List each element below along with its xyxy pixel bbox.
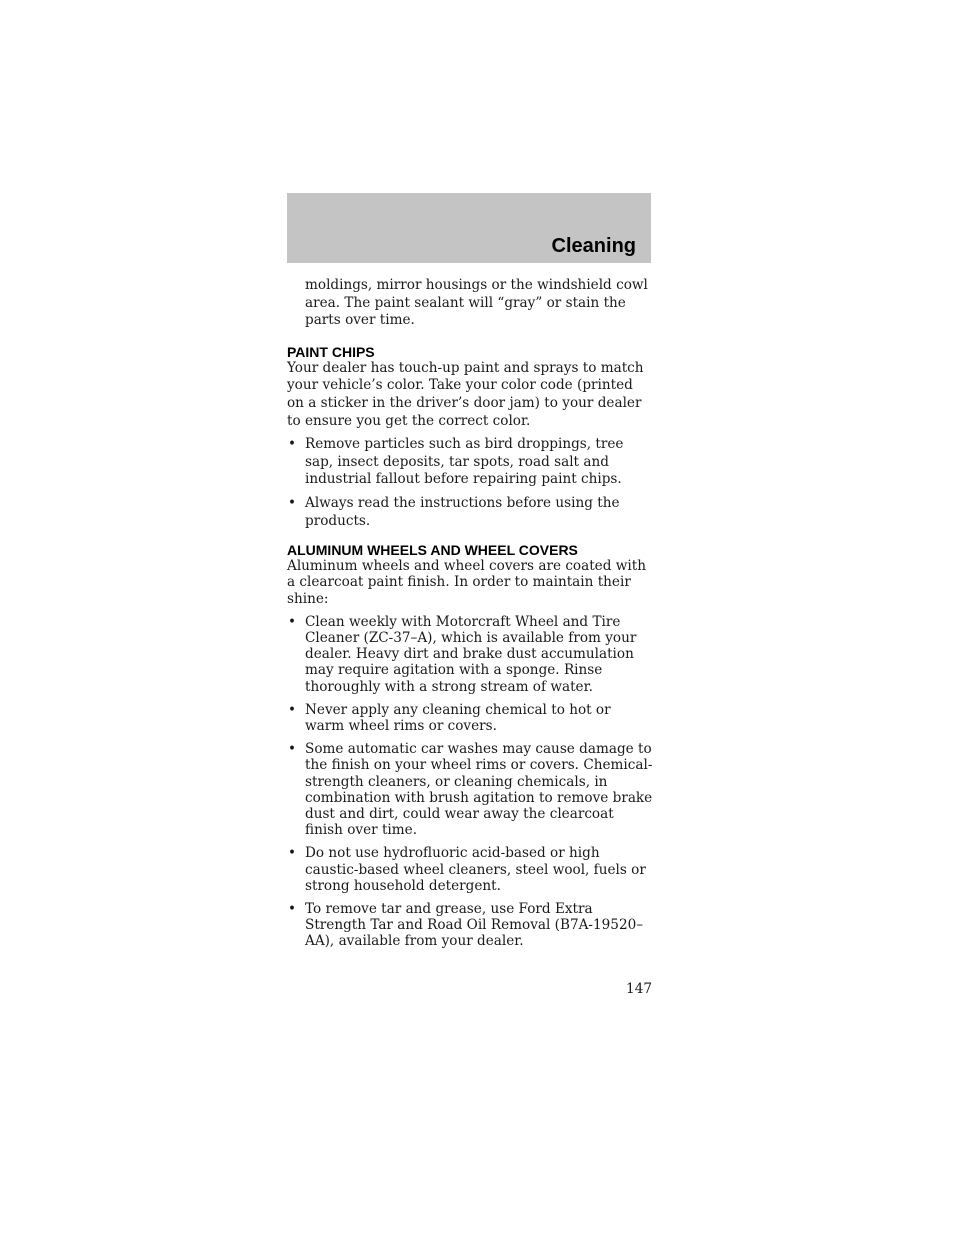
section-header-bar xyxy=(287,193,651,263)
list-item xyxy=(287,741,653,838)
bullet-icon: • xyxy=(288,701,297,718)
paint-chips-paragraph: Your dealer has touch-up paint and sprays to match your vehicle’s color. Take your color code (printed on a sticker in the driver’s door jam) to your dealer to ensure you get the correct color. xyxy=(287,359,644,429)
list-item xyxy=(287,614,653,695)
list-item xyxy=(287,495,653,530)
aluminum-wheels-list xyxy=(287,614,653,950)
bullet-icon: • xyxy=(288,900,297,917)
intro-paragraph: moldings, mirror housings or the windshield cowl area. The paint sealant will “gray” or stain the parts over time. xyxy=(305,277,648,329)
list-item-text: Do not use hydrofluoric acid-based or high caustic-based wheel cleaners, steel wool, fuels or strong household detergent. xyxy=(305,845,646,894)
paint-chips-list xyxy=(287,436,653,530)
list-item xyxy=(287,436,653,489)
bullet-icon: • xyxy=(288,436,297,453)
aluminum-wheels-paragraph: Aluminum wheels and wheel covers are coated with a clearcoat paint finish. In order to maintain their shine: xyxy=(287,558,646,607)
page-content xyxy=(287,277,653,950)
section-title: Cleaning xyxy=(551,235,636,257)
paint-chips-heading: PAINT CHIPS xyxy=(287,343,375,360)
list-item-text: Never apply any cleaning chemical to hot or warm wheel rims or covers. xyxy=(305,701,611,734)
bullet-icon: • xyxy=(288,845,297,862)
list-item-text: Clean weekly with Motorcraft Wheel and Tire Cleaner (ZC-37–A), which is available from your dealer. Heavy dirt and brake dust accumulation may require agitation with a sponge. Rinse thoroughly with a strong stream of water. xyxy=(305,613,637,695)
bullet-icon: • xyxy=(288,741,297,758)
list-item xyxy=(287,845,653,894)
bullet-icon: • xyxy=(288,613,297,630)
aluminum-wheels-heading: ALUMINUM WHEELS AND WHEEL COVERS xyxy=(287,542,578,559)
list-item-text: Always read the instructions before using the products. xyxy=(305,494,620,529)
list-item xyxy=(287,901,653,950)
list-item xyxy=(287,702,653,734)
list-item-text: Some automatic car washes may cause damage to the finish on your wheel rims or covers. Chemical-strength cleaners, or cleaning chemicals, in combination with brush agitation to remove brake dust and dirt, could wear away the clearcoat finish over time. xyxy=(305,741,653,839)
list-item-text: Remove particles such as bird droppings, tree sap, insect deposits, tar spots, road salt and industrial fallout before repairing paint chips. xyxy=(305,436,624,488)
list-item-text: To remove tar and grease, use Ford Extra Strength Tar and Road Oil Removal (B7A-19520–AA), available from your dealer. xyxy=(305,900,644,950)
bullet-icon: • xyxy=(288,494,297,511)
page-number: 147 xyxy=(626,981,652,997)
